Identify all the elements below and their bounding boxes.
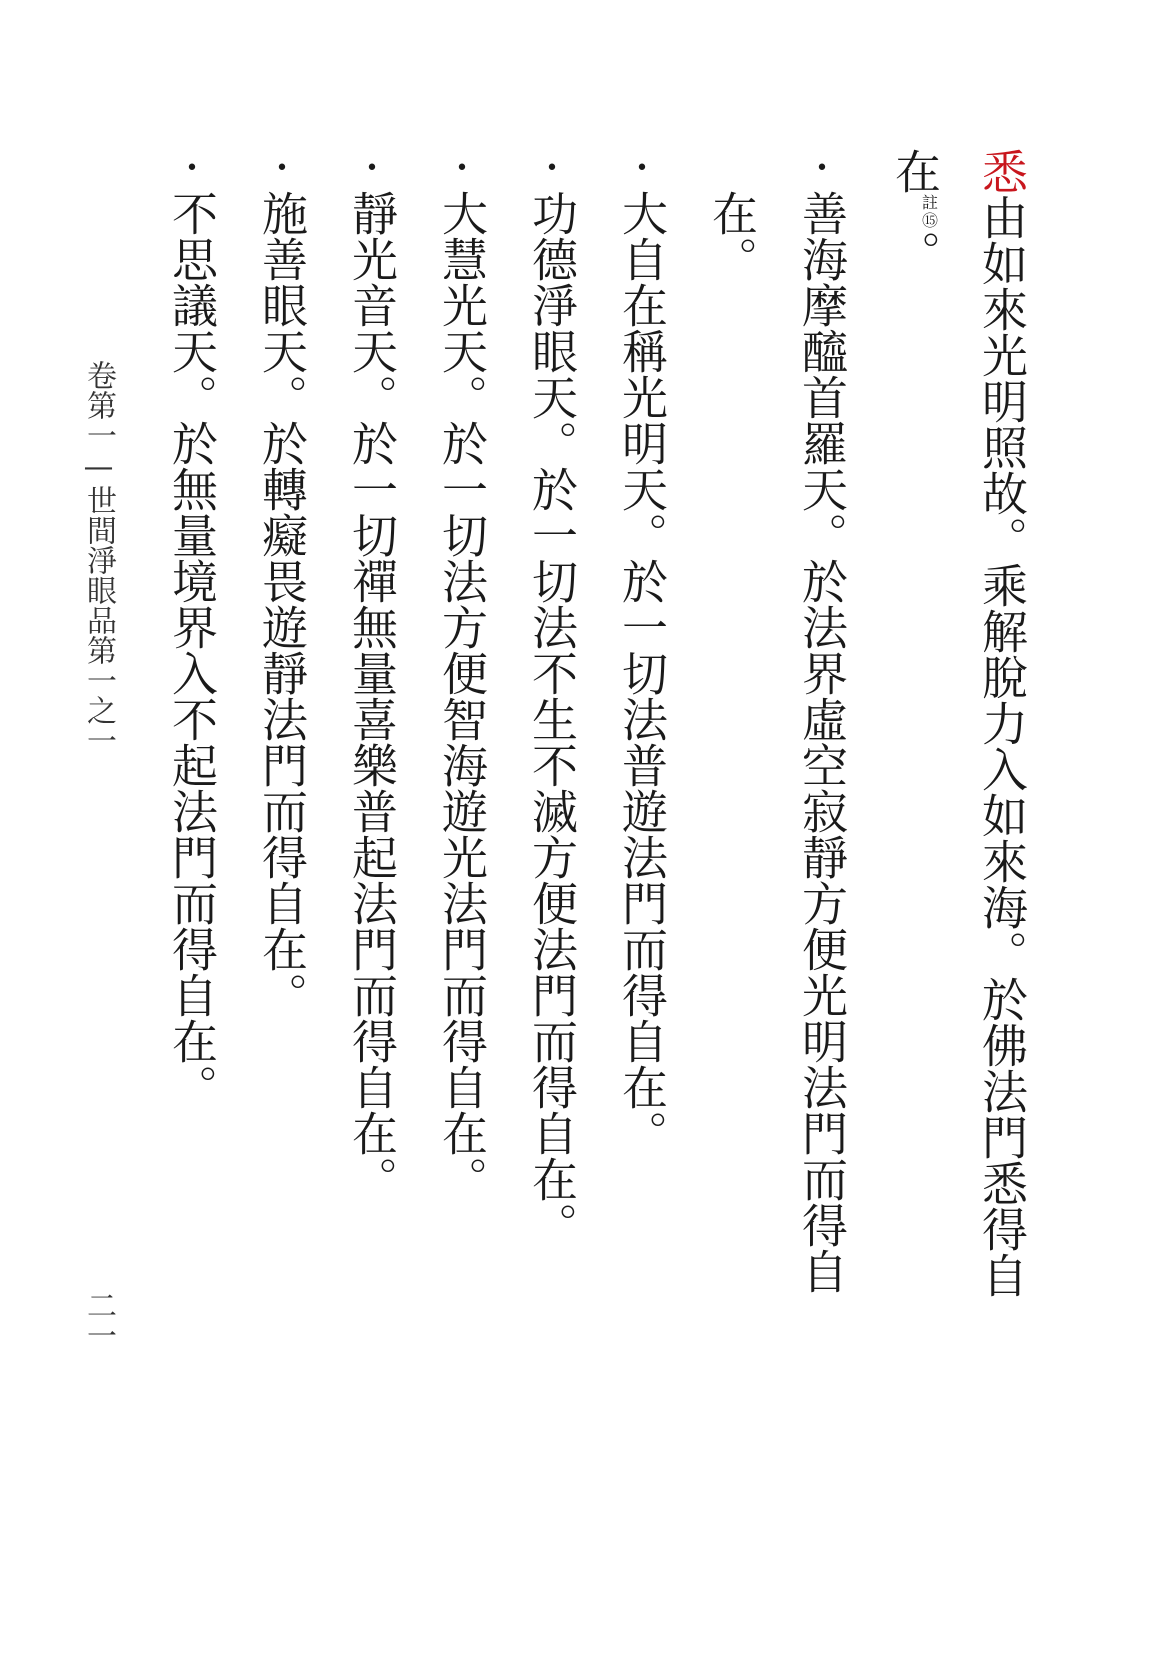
entry-text: 大自在稱光明天。於一切法普遊法門而得自在。 <box>615 190 669 1156</box>
entry-line-continued <box>705 190 759 282</box>
verse-line-2-start: 在 <box>888 148 942 194</box>
entry-line <box>255 190 309 1018</box>
footnote-marker[interactable] <box>918 194 942 230</box>
entry-bullet: • <box>275 156 289 181</box>
verse-line-2-end: 。 <box>888 230 942 276</box>
entry-line <box>345 190 399 1202</box>
entry-line <box>165 190 219 1110</box>
verse-line-1-text: 由如來光明照故。乘解脫力入如來海。於佛法門悉得自 <box>975 194 1029 1298</box>
entry-bullet: • <box>635 156 649 181</box>
entry-text: 施善眼天。於轉癡畏遊靜法門而得自在。 <box>255 190 309 1018</box>
entry-bullet: • <box>815 156 829 181</box>
entry-bullet: • <box>185 156 199 181</box>
entry-text: 不思議天。於無量境界入不起法門而得自在。 <box>165 190 219 1110</box>
entry-line <box>525 190 579 1248</box>
entry-line <box>795 190 849 1294</box>
footnote-label: 註 <box>921 193 938 212</box>
entry-text: 在。 <box>705 190 759 282</box>
page-number: 二一 <box>81 1290 116 1350</box>
entry-bullet: • <box>545 156 559 181</box>
verse-line-2 <box>888 148 942 276</box>
chapter-footer: 卷第一—世間淨眼品第一之一 <box>81 360 116 755</box>
highlighted-lead-char: 悉 <box>975 148 1029 194</box>
entry-text: 大慧光天。於一切法方便智海遊光法門而得自在。 <box>435 190 489 1202</box>
entry-bullet: • <box>365 156 379 181</box>
entry-text: 功德淨眼天。於一切法不生不滅方便法門而得自在。 <box>525 190 579 1248</box>
footnote-number: ⑮ <box>921 211 938 230</box>
entry-line <box>435 190 489 1202</box>
verse-line-1 <box>975 148 1029 1298</box>
entry-line <box>615 190 669 1156</box>
entry-text: 靜光音天。於一切禪無量喜樂普起法門而得自在。 <box>345 190 399 1202</box>
entry-bullet: • <box>455 156 469 181</box>
entry-text: 善海摩醯首羅天。於法界虛空寂靜方便光明法門而得自 <box>795 190 849 1294</box>
